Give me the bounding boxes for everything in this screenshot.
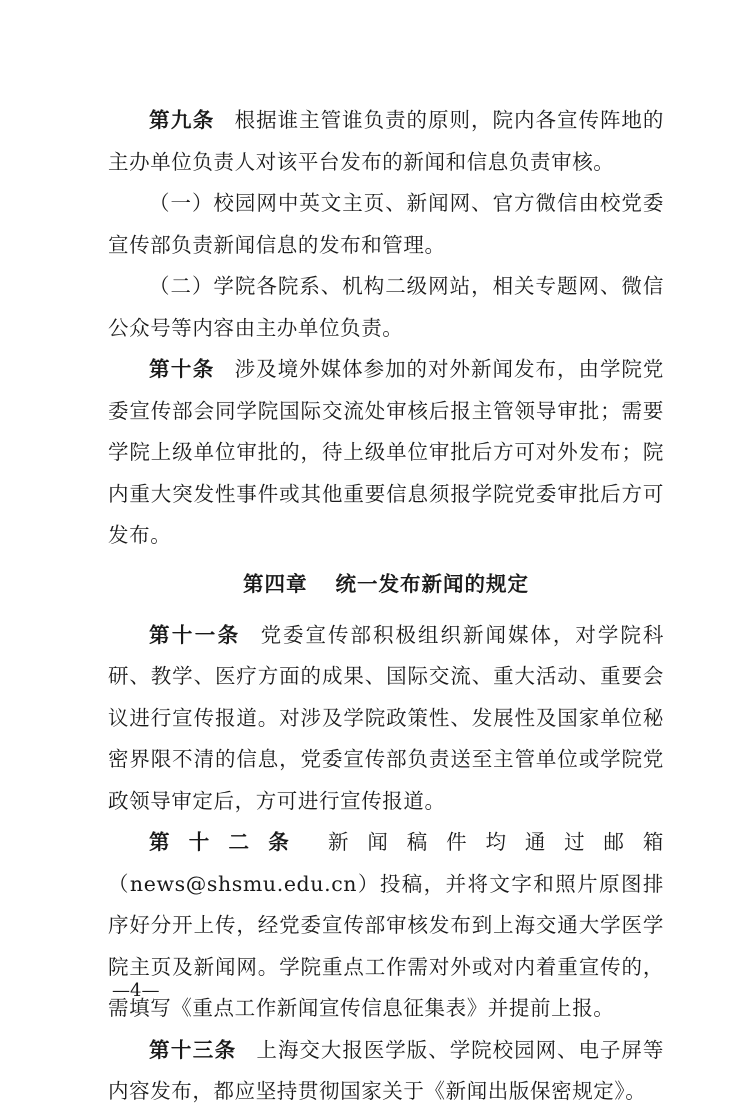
article-9-item-1: （一）校园网中英文主页、新闻网、官方微信由校党委宣传部负责新闻信息的发布和管理。 [108, 191, 664, 257]
article-10-text: 涉及境外媒体参加的对外新闻发布，由学院党委宣传部会同学院国际交流处审核后报主管领导审批；需要学院上级单位审批的，待上级单位审批后方可对外发布；院内重大突发性事件或其他重要信息须报学院党委审批后方可发布。 [108, 357, 665, 547]
page-number: —4— [112, 980, 160, 1001]
article-11 [108, 615, 664, 823]
chapter-number: 第四章 [243, 571, 308, 596]
article-10 [108, 349, 664, 557]
chapter-title: 统一发布新闻的规定 [335, 571, 529, 596]
article-13 [108, 1030, 664, 1113]
article-12-text: 新闻稿件均通过邮箱（news@shsmu.edu.cn）投稿，并将文字和照片原图排序好分开上传，经党委宣传部审核发布到上海交通大学医学院主页及新闻网。学院重点工作需对外或对内着重宣传的，需填写《重点工作新闻宣传信息征集表》并提前上报。 [108, 830, 664, 1020]
article-13-label: 第十三条 [149, 1037, 237, 1062]
article-9-label: 第九条 [149, 108, 215, 132]
article-9-text: 根据谁主管谁负责的原则，院内各宣传阵地的主办单位负责人对该平台发布的新闻和信息负责审核。 [108, 108, 665, 174]
article-10-label: 第十条 [149, 357, 215, 381]
article-9-item-2: （二）学院各院系、机构二级网站，相关专题网、微信公众号等内容由主办单位负责。 [108, 274, 664, 340]
article-12 [108, 822, 664, 1030]
article-11-label: 第十一条 [149, 622, 241, 647]
chapter-heading [108, 563, 664, 605]
article-11-text: 党委宣传部积极组织新闻媒体，对学院科研、教学、医疗方面的成果、国际交流、重大活动、重要会议进行宣传报道。对涉及学院政策性、发展性及国家单位秘密界限不清的信息，党委宣传部负责送至主管单位或学院党政领导审定后，方可进行宣传报道。 [108, 622, 664, 813]
article-12-label: 第十二条 [149, 830, 309, 854]
article-9 [108, 100, 664, 183]
article-13-text: 上海交大报医学版、学院校园网、电子屏等内容发布，都应坚持贯彻国家关于《新闻出版保密规定》。 [108, 1037, 665, 1103]
document-body [108, 100, 664, 1113]
